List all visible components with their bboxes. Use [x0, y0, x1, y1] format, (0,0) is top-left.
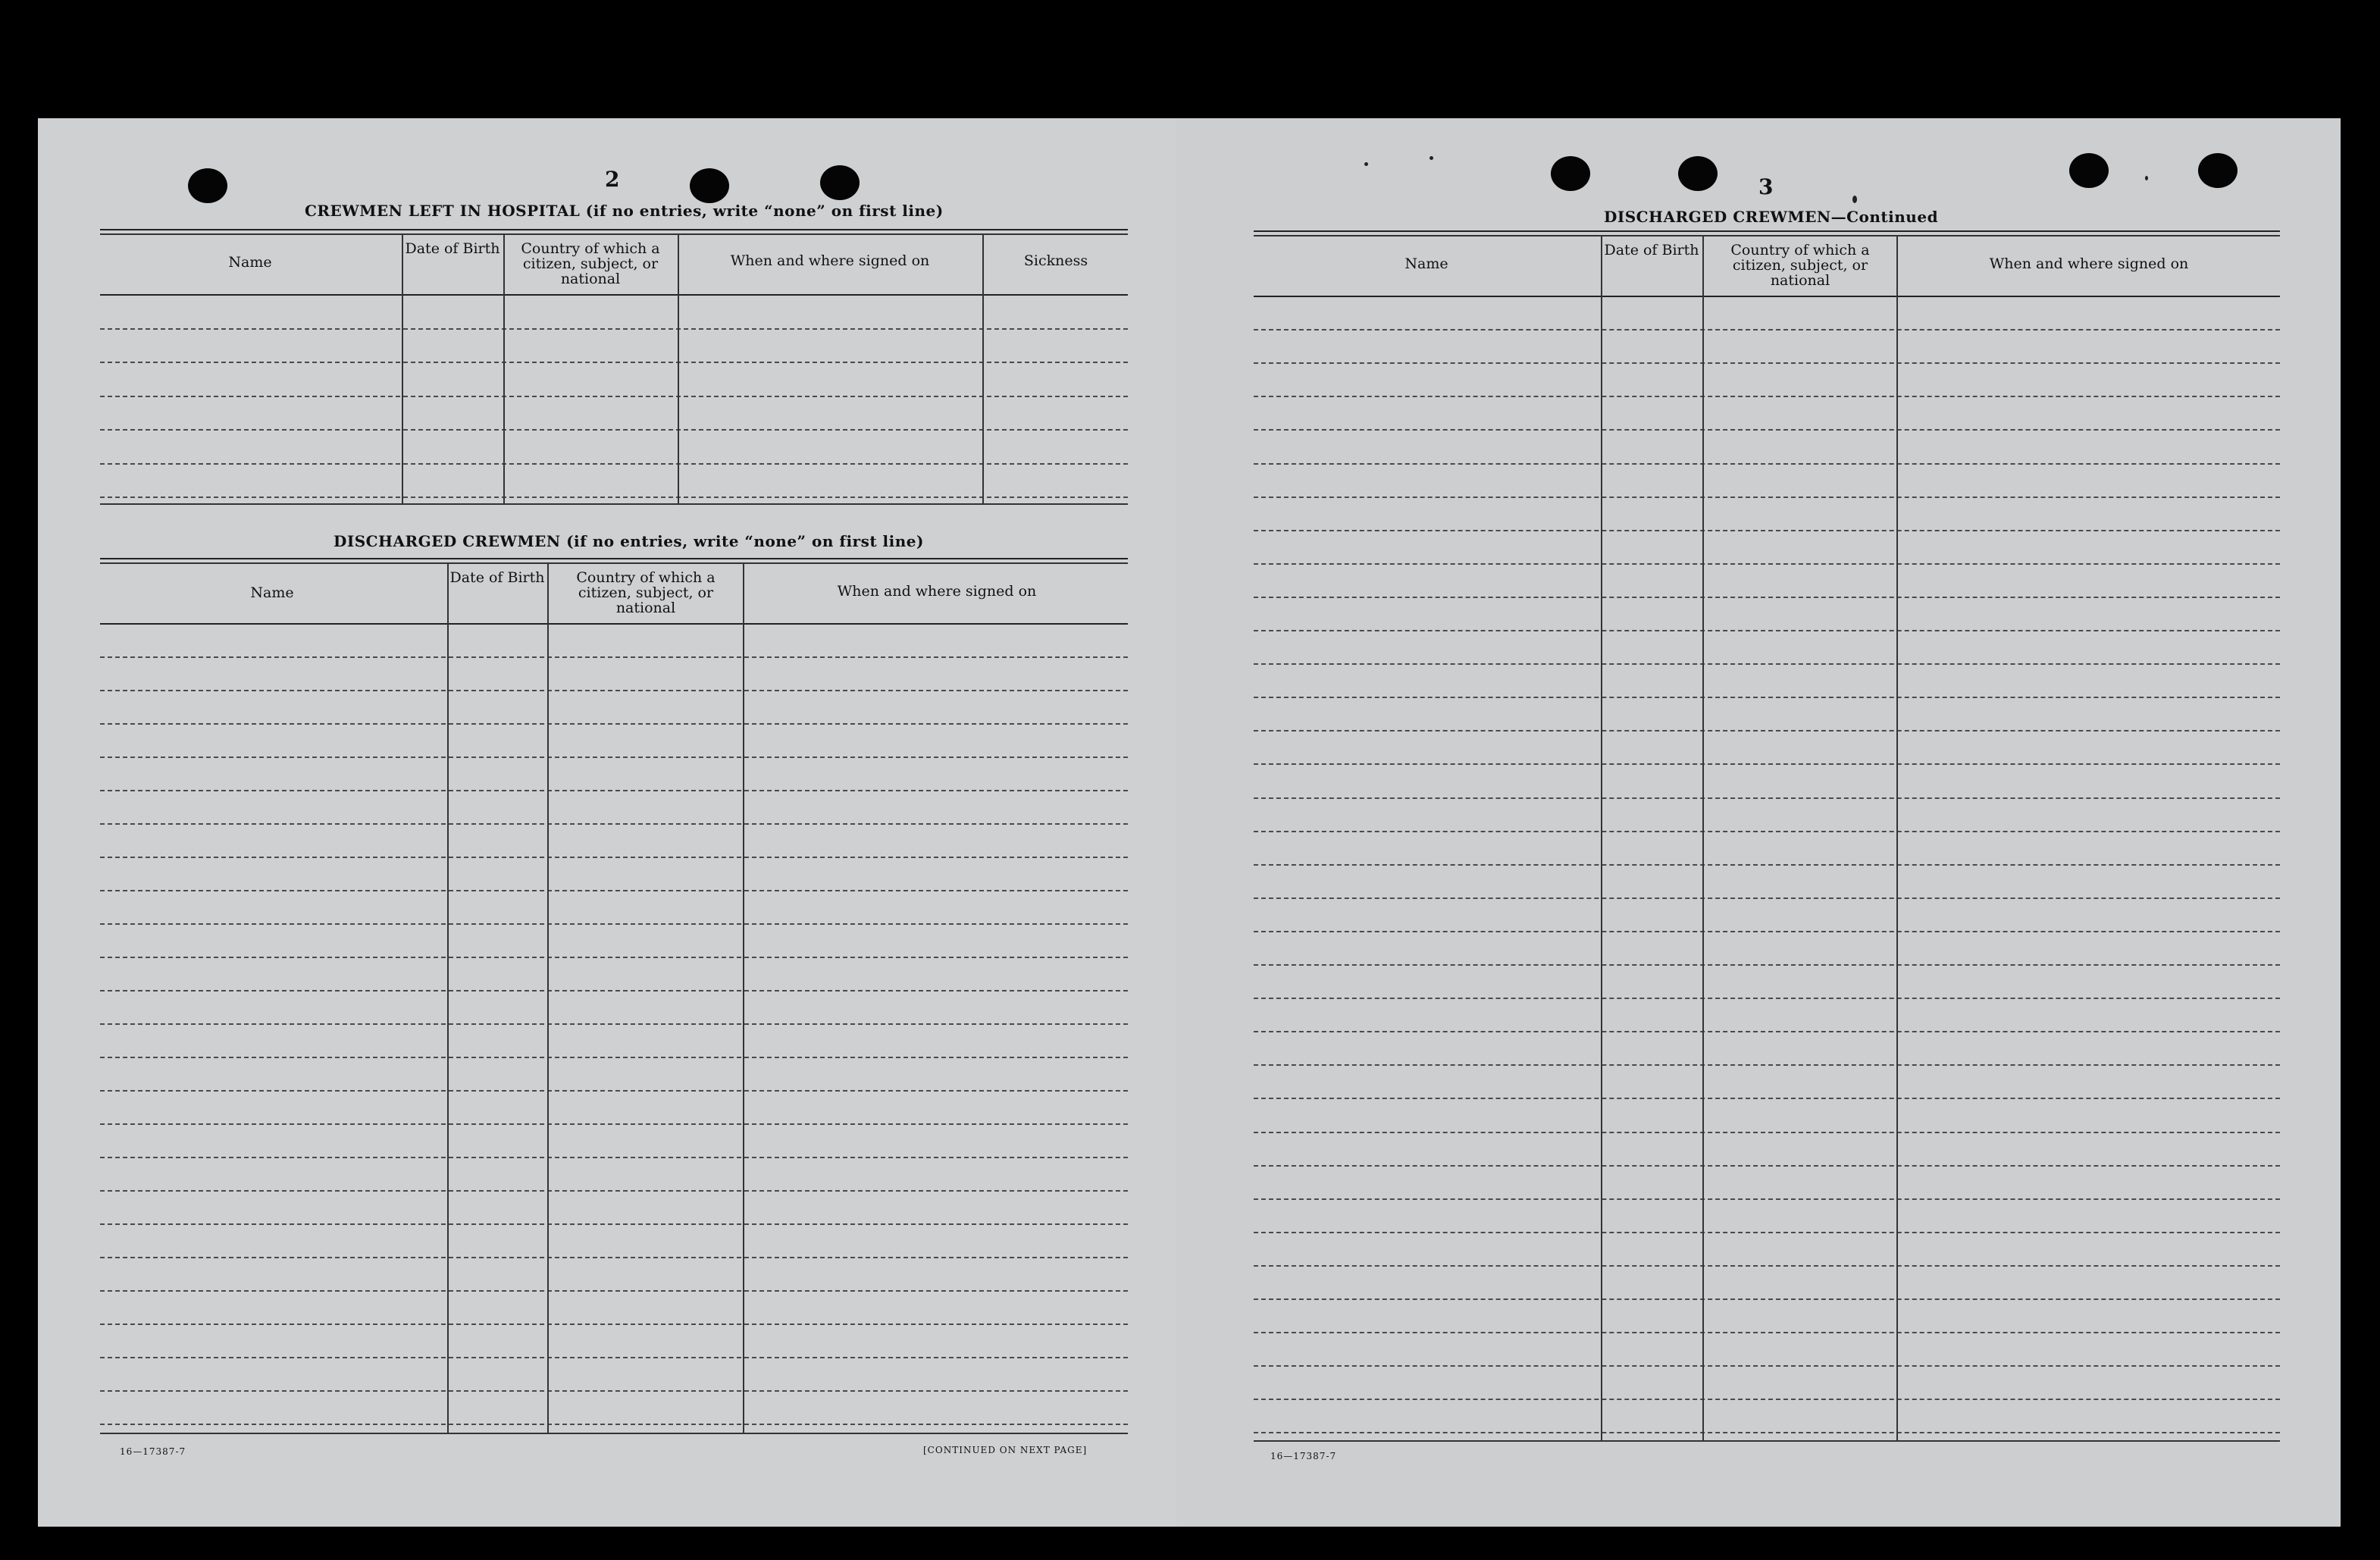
row-line — [100, 1323, 1128, 1325]
page-number: 3 — [1758, 174, 1774, 199]
row-line — [1254, 931, 2280, 932]
row-line — [1254, 864, 2280, 866]
table-top-rule — [100, 233, 1128, 235]
column-divider — [447, 562, 449, 1433]
header-bottom-rule — [100, 294, 1128, 296]
row-line — [100, 690, 1128, 691]
form-number: 16—17387-7 — [1270, 1451, 1337, 1461]
speck — [1364, 162, 1368, 166]
row-line — [100, 328, 1128, 330]
form-number: 16—17387-7 — [120, 1446, 186, 1457]
column-divider — [503, 233, 505, 503]
col-header-signed-on: When and where signed on — [1989, 255, 2189, 272]
row-line — [1254, 1165, 2280, 1167]
row-line — [100, 463, 1128, 465]
col-header-signed-on: When and where signed on — [837, 583, 1037, 600]
punch-hole — [2069, 153, 2109, 188]
row-line — [100, 1157, 1128, 1158]
punch-hole — [820, 165, 860, 200]
discharged-continued-title: DISCHARGED CREWMEN—Continued — [1604, 208, 1939, 226]
punch-hole — [690, 168, 729, 203]
column-divider — [982, 233, 984, 503]
row-line — [100, 1424, 1128, 1425]
col-header-name: Name — [1405, 255, 1448, 272]
column-divider — [402, 233, 403, 503]
col-header-country: Country of which a citizen, subject, or national — [521, 240, 660, 287]
row-line — [100, 396, 1128, 397]
column-divider — [678, 233, 679, 503]
row-line — [100, 429, 1128, 431]
row-line — [1254, 1298, 2280, 1300]
row-line — [1254, 831, 2280, 832]
row-line — [1254, 1198, 2280, 1200]
speck — [1852, 196, 1857, 203]
column-divider — [1896, 235, 1898, 1440]
table-bottom-rule — [1254, 1440, 2280, 1442]
column-divider — [743, 562, 744, 1433]
row-line — [1254, 597, 2280, 598]
row-line — [100, 1257, 1128, 1258]
row-line — [1254, 396, 2280, 397]
row-line — [100, 1057, 1128, 1058]
row-line — [1254, 897, 2280, 899]
row-line — [100, 823, 1128, 825]
col-header-name: Name — [250, 584, 294, 601]
row-line — [1254, 1064, 2280, 1066]
col-header-date-of-birth: Date of Birth — [449, 569, 545, 586]
col-header-signed-on: When and where signed on — [730, 252, 930, 269]
punch-hole — [2198, 153, 2238, 188]
continued-note: [CONTINUED ON NEXT PAGE] — [923, 1445, 1088, 1455]
column-divider — [547, 562, 549, 1433]
row-line — [100, 723, 1128, 725]
row-line — [100, 757, 1128, 758]
table-bottom-rule — [100, 1433, 1128, 1434]
row-line — [100, 1223, 1128, 1225]
row-line — [1254, 797, 2280, 799]
row-line — [1254, 630, 2280, 631]
col-header-country: Country of which a citizen, subject, or national — [576, 569, 716, 616]
table-top-rule — [100, 562, 1128, 564]
row-line — [100, 1190, 1128, 1192]
row-line — [100, 1357, 1128, 1358]
row-line — [1254, 329, 2280, 330]
speck — [1430, 156, 1433, 160]
column-divider — [1601, 235, 1602, 1440]
punch-hole — [1678, 156, 1718, 191]
left-page — [38, 118, 1185, 1527]
header-bottom-rule — [100, 623, 1128, 625]
row-line — [1254, 563, 2280, 565]
row-line — [100, 790, 1128, 791]
row-line — [1254, 1132, 2280, 1133]
row-line — [1254, 663, 2280, 665]
header-bottom-rule — [1254, 296, 2280, 297]
discharged-table-title: DISCHARGED CREWMEN (if no entries, write “none” on first line) — [334, 532, 924, 550]
row-line — [1254, 1332, 2280, 1333]
row-line — [1254, 1265, 2280, 1267]
col-header-date-of-birth: Date of Birth — [1604, 242, 1699, 258]
row-line — [100, 857, 1128, 858]
table-top-rule — [1254, 235, 2280, 237]
row-line — [1254, 998, 2280, 999]
speck — [2145, 176, 2148, 180]
row-line — [100, 1023, 1128, 1025]
row-line — [100, 957, 1128, 958]
table-top-rule — [1254, 230, 2280, 232]
row-line — [1254, 730, 2280, 731]
row-line — [1254, 1432, 2280, 1433]
row-line — [1254, 964, 2280, 966]
row-line — [100, 990, 1128, 991]
table-top-rule — [100, 229, 1128, 230]
row-line — [1254, 1031, 2280, 1032]
col-header-country: Country of which a citizen, subject, or national — [1730, 242, 1870, 289]
row-line — [100, 497, 1128, 498]
row-line — [100, 1123, 1128, 1125]
row-line — [100, 1390, 1128, 1392]
page-number: 2 — [605, 167, 620, 192]
table-top-rule — [100, 558, 1128, 559]
row-line — [100, 923, 1128, 925]
row-line — [1254, 1232, 2280, 1233]
column-divider — [1702, 235, 1704, 1440]
row-line — [1254, 763, 2280, 765]
row-line — [1254, 1399, 2280, 1400]
col-header-name: Name — [228, 254, 272, 271]
row-line — [1254, 362, 2280, 364]
row-line — [1254, 530, 2280, 531]
hospital-table-title: CREWMEN LEFT IN HOSPITAL (if no entries, write “none” on first line) — [305, 202, 944, 220]
row-line — [1254, 497, 2280, 498]
row-line — [1254, 1098, 2280, 1099]
row-line — [100, 656, 1128, 658]
punch-hole — [1551, 156, 1590, 191]
row-line — [1254, 697, 2280, 698]
col-header-date-of-birth: Date of Birth — [405, 240, 500, 257]
row-line — [1254, 1365, 2280, 1367]
row-line — [1254, 429, 2280, 431]
row-line — [1254, 463, 2280, 465]
row-line — [100, 362, 1128, 363]
row-line — [100, 1090, 1128, 1092]
row-line — [100, 890, 1128, 891]
col-header-sickness: Sickness — [1023, 252, 1088, 269]
table-bottom-rule — [100, 503, 1128, 505]
punch-hole — [188, 168, 227, 203]
row-line — [100, 1290, 1128, 1292]
